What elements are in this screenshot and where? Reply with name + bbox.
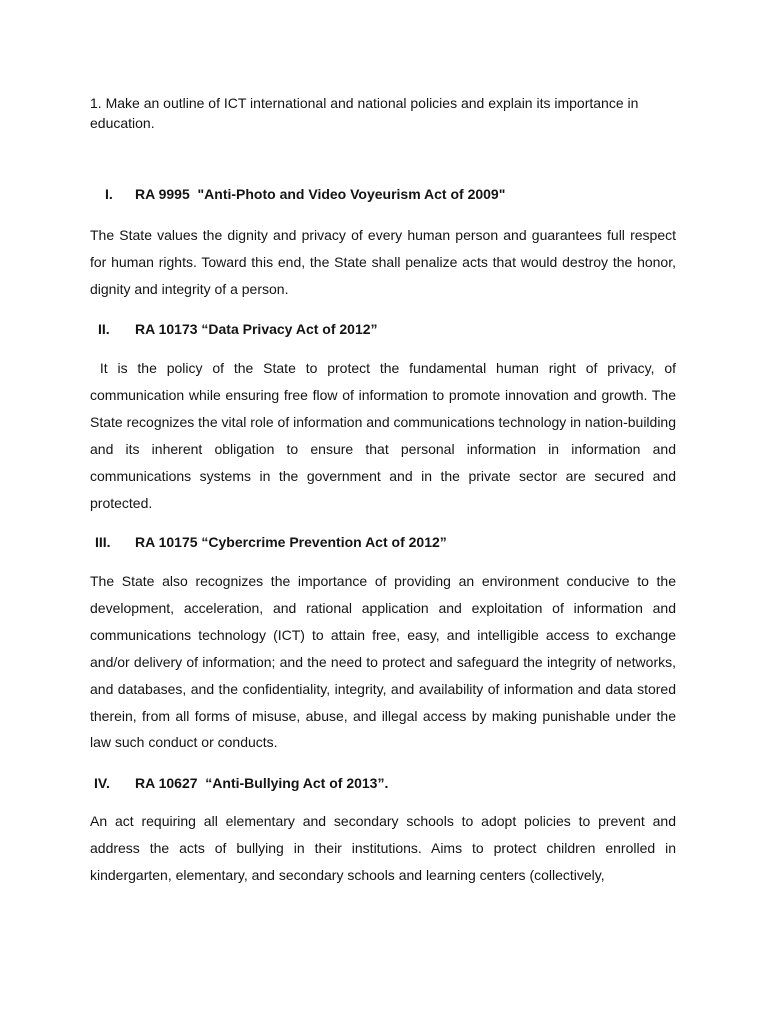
section-numeral: I. <box>105 186 113 202</box>
section-body-2: It is the policy of the State to protect the fundamental human right of privacy, of communication while ensuring free flow of information to promote innovation and growth. The State recognizes the vital role of information and communications technology in nation-building and its inherent obligation to ensure that personal information in information and communications systems in the government and in the private sector are secured and protected. <box>90 360 677 511</box>
question-text: 1. Make an outline of ICT international and national policies and explain its importance in education. <box>90 95 639 131</box>
section-numeral: IV. <box>94 775 110 791</box>
section-heading-2 <box>90 319 676 339</box>
section-title: RA 10173 “Data Privacy Act of 2012” <box>135 321 378 337</box>
section-title: RA 10175 “Cybercrime Prevention Act of 2012” <box>135 534 447 550</box>
section-heading-3 <box>90 532 676 552</box>
section-body-4: An act requiring all elementary and secondary schools to adopt policies to prevent and address the acts of bullying in their institutions. Aims to protect children enrolled in kindergarten, elementary, and secondary schools and learning centers (collectively, <box>90 813 676 883</box>
section-numeral: II. <box>98 321 110 337</box>
section-title: RA 10627 “Anti-Bullying Act of 2013”. <box>135 775 389 791</box>
section-numeral: III. <box>95 534 111 550</box>
section-title: RA 9995 "Anti-Photo and Video Voyeurism Act of 2009" <box>135 186 506 202</box>
section-body-1: The State values the dignity and privacy of every human person and guarantees full respect for human rights. Toward this end, the State shall penalize acts that would destroy the honor, dignity and integrity of a person. <box>90 227 676 297</box>
section-heading-1 <box>90 184 676 204</box>
section-heading-4 <box>90 773 676 793</box>
section-body-3: The State also recognizes the importance of providing an environment conducive to the development, acceleration, and rational application and exploitation of information and communications technology (ICT) to attain free, easy, and intelligible access to exchange and/or delivery of information; and the need to protect and safeguard the integrity of networks, and databases, and the confidentiality, integrity, and availability of information and data stored therein, from all forms of misuse, abuse, and illegal access by making punishable under the law such conduct or conducts. <box>90 573 676 751</box>
